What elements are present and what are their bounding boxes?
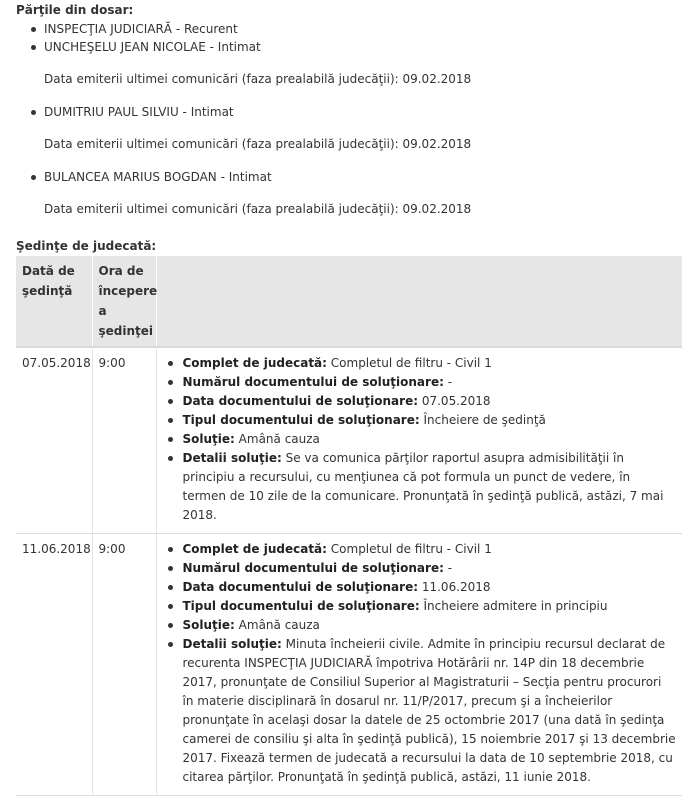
sessions-title: Şedinţe de judecată: bbox=[16, 239, 157, 253]
table-header-row bbox=[16, 256, 682, 347]
parties-title: Părţile din dosar: bbox=[16, 3, 134, 17]
detail-data-doc: Data documentului de soluţionare: 07.05.2018 bbox=[163, 392, 677, 411]
party-item: INSPECŢIA JUDICIARĂ - Recurent bbox=[16, 20, 684, 38]
header-time: Ora de începere a şedinţei bbox=[92, 256, 156, 347]
session-time: 9:00 bbox=[92, 534, 156, 796]
party-note: Data emiterii ultimei comunicări (faza prealabilă judecăţii): 09.02.2018 bbox=[44, 137, 472, 151]
party-item: BULANCEA MARIUS BOGDAN - Intimat bbox=[16, 168, 684, 186]
session-details bbox=[156, 347, 682, 534]
party-item: UNCHEŞELU JEAN NICOLAE - Intimat bbox=[16, 38, 684, 56]
party-note: Data emiterii ultimei comunicări (faza prealabilă judecăţii): 09.02.2018 bbox=[44, 202, 472, 216]
detail-tip-doc: Tipul documentului de soluţionare: Încheiere admitere in principiu bbox=[163, 597, 677, 616]
session-date: 11.06.2018 bbox=[16, 534, 92, 796]
parties-list bbox=[16, 20, 684, 56]
parties-list bbox=[16, 103, 684, 121]
table-row bbox=[16, 534, 682, 796]
session-date: 07.05.2018 bbox=[16, 347, 92, 534]
detail-nr-doc: Numărul documentului de soluţionare: - bbox=[163, 373, 677, 392]
detail-data-doc: Data documentului de soluţionare: 11.06.2018 bbox=[163, 578, 677, 597]
detail-solutie: Soluţie: Amână cauza bbox=[163, 430, 677, 449]
table-row bbox=[16, 347, 682, 534]
party-item: DUMITRIU PAUL SILVIU - Intimat bbox=[16, 103, 684, 121]
session-time: 9:00 bbox=[92, 347, 156, 534]
session-details bbox=[156, 534, 682, 796]
parties-list bbox=[16, 168, 684, 186]
case-content bbox=[16, 0, 684, 796]
detail-complet: Complet de judecată: Completul de filtru - Civil 1 bbox=[163, 540, 677, 559]
header-date: Dată de şedinţă bbox=[16, 256, 92, 347]
detail-tip-doc: Tipul documentului de soluţionare: Încheiere de şedinţă bbox=[163, 411, 677, 430]
detail-complet: Complet de judecată: Completul de filtru - Civil 1 bbox=[163, 354, 677, 373]
detail-detalii: Detalii soluţie: Minuta încheierii civile. Admite în principiu recursul declarat de recurenta INSPECŢIA JUDICIARĂ împotriva Hotărârii nr. 14P din 18 decembrie 2017, pronunţate de Consiliul Superior al Magistraturii – Secţia pentru procurori în materie disciplinară în dosarul nr. 11/P/2017, precum şi a încheierilor pronunţate în acelaşi dosar la datele de 25 octombrie 2017 (una dată în şedinţa camerei de consiliu şi alta în şedinţă publică), 15 noiembrie 2017 şi 13 decembrie 2017. Fixează termen de judecată a recursului la data de 10 septembrie 2018, cu citarea părţilor. Pronunţată în şedinţă publică, astăzi, 11 iunie 2018. bbox=[163, 635, 677, 787]
detail-detalii: Detalii soluţie: Se va comunica părţilor raportul asupra admisibilităţii în principiu a recursului, cu menţiunea că pot formula un punct de vedere, în termen de 10 zile de la comunicare. Pronunţată în şedinţă publică, astăzi, 7 mai 2018. bbox=[163, 449, 677, 525]
sessions-table bbox=[16, 256, 682, 796]
party-note: Data emiterii ultimei comunicări (faza prealabilă judecăţii): 09.02.2018 bbox=[44, 72, 472, 86]
detail-solutie: Soluţie: Amână cauza bbox=[163, 616, 677, 635]
header-details bbox=[156, 256, 682, 347]
detail-nr-doc: Numărul documentului de soluţionare: - bbox=[163, 559, 677, 578]
